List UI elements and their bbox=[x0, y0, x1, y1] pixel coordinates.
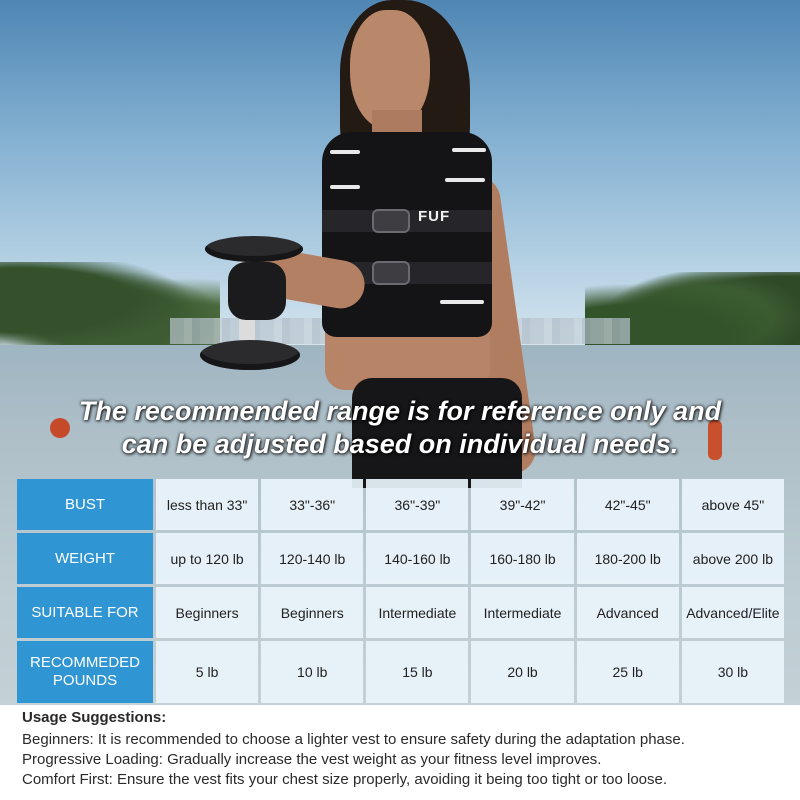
dumbbell-plate bbox=[205, 236, 303, 262]
table-cell: Beginners bbox=[156, 587, 258, 638]
table-cell: Beginners bbox=[261, 587, 363, 638]
table-cell: 120-140 lb bbox=[261, 533, 363, 584]
vest-buckle bbox=[372, 209, 410, 233]
reference-headline bbox=[0, 395, 800, 461]
model-glove bbox=[228, 262, 286, 320]
table-cell: above 200 lb bbox=[682, 533, 784, 584]
usage-line: Beginners: It is recommended to choose a lighter vest to ensure safety during the adaptation phase. bbox=[22, 731, 685, 748]
table-cell: up to 120 lb bbox=[156, 533, 258, 584]
row-header-weight: WEIGHT bbox=[17, 533, 153, 584]
table-row-weight bbox=[17, 533, 784, 584]
table-cell: Intermediate bbox=[471, 587, 573, 638]
usage-line: Comfort First: Ensure the vest fits your chest size properly, avoiding it being too tight or too loose. bbox=[22, 771, 668, 788]
headline-line: can be adjusted based on individual needs. bbox=[121, 429, 679, 459]
table-cell: 33"-36" bbox=[261, 479, 363, 530]
vest-reflective-stripe bbox=[330, 185, 360, 189]
headline-line: The recommended range is for reference only and bbox=[78, 396, 722, 426]
row-header-line: RECOMMEDED bbox=[29, 654, 140, 671]
vest-reflective-stripe bbox=[440, 300, 484, 304]
table-cell: 5 lb bbox=[156, 641, 258, 703]
table-cell: 30 lb bbox=[682, 641, 784, 703]
table-cell: Advanced bbox=[577, 587, 679, 638]
usage-line: Progressive Loading: Gradually increase the vest weight as your fitness level improves. bbox=[22, 751, 602, 768]
table-cell: 10 lb bbox=[261, 641, 363, 703]
table-cell: 160-180 lb bbox=[471, 533, 573, 584]
vest-reflective-stripe bbox=[445, 178, 485, 182]
row-header-recommended-pounds bbox=[17, 641, 153, 703]
row-header-suitable-for: SUITABLE FOR bbox=[17, 587, 153, 638]
table-cell: Advanced/Elite bbox=[682, 587, 784, 638]
usage-title: Usage Suggestions: bbox=[22, 709, 167, 726]
table-cell: 36"-39" bbox=[366, 479, 468, 530]
row-header-line: POUNDS bbox=[52, 672, 118, 689]
table-cell: less than 33" bbox=[156, 479, 258, 530]
size-chart-table bbox=[14, 476, 787, 706]
table-row-bust bbox=[17, 479, 784, 530]
vest-reflective-stripe bbox=[452, 148, 486, 152]
table-cell: 39"-42" bbox=[471, 479, 573, 530]
row-header-bust: BUST bbox=[17, 479, 153, 530]
table-cell: 42"-45" bbox=[577, 479, 679, 530]
table-cell: Intermediate bbox=[366, 587, 468, 638]
usage-suggestions bbox=[0, 705, 800, 800]
vest-buckle bbox=[372, 261, 410, 285]
table-row-recommended-pounds bbox=[17, 641, 784, 703]
table-cell: 15 lb bbox=[366, 641, 468, 703]
table-cell: 180-200 lb bbox=[577, 533, 679, 584]
vest-reflective-stripe bbox=[330, 150, 360, 154]
table-cell: 140-160 lb bbox=[366, 533, 468, 584]
vest-logo: FUF bbox=[418, 208, 451, 225]
table-row-suitable-for bbox=[17, 587, 784, 638]
table-cell: 25 lb bbox=[577, 641, 679, 703]
table-cell: above 45" bbox=[682, 479, 784, 530]
dumbbell-plate bbox=[200, 340, 300, 370]
table-cell: 20 lb bbox=[471, 641, 573, 703]
